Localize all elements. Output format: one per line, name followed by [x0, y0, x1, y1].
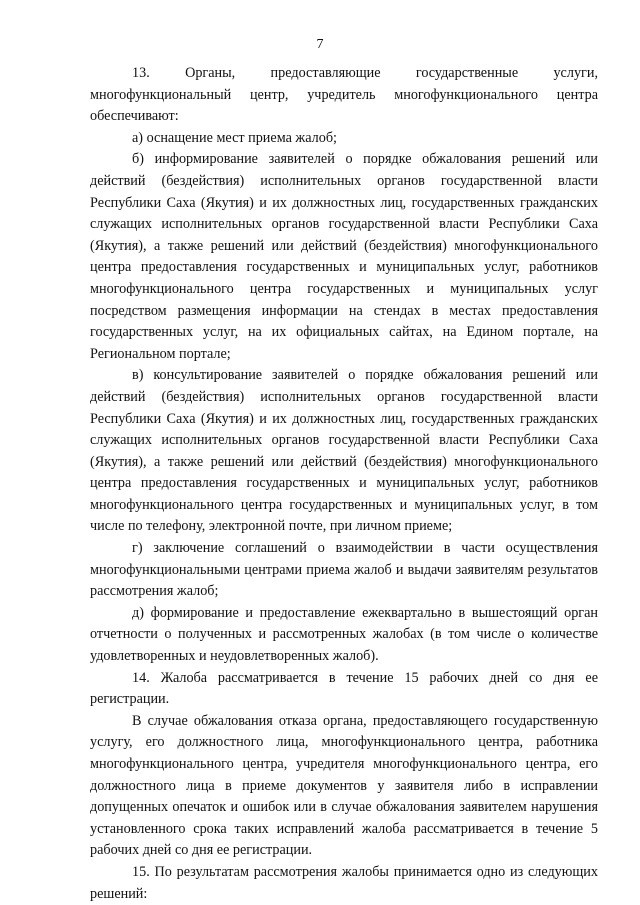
- paragraph-13-v: в) консультирование заявителей о порядке обжалования решений или действий (бездействия) исполнительных органов государственной власти Республики Саха (Якутия) и их должностных лиц, государственных гражданских служащих исполнительных органов государственной власти Республики Саха (Якутия), а также решений или действий (бездействия) многофункционального центра предоставления государственных и муниципальных услуг, работников многофункционального центра государственных и муниципальных услуг, в том числе по телефону, электронной почте, при личном приеме;: [90, 367, 598, 535]
- paragraph-13-b: б) информирование заявителей о порядке обжалования решений или действий (бездействия) исполнительных органов государственной власти Республики Саха (Якутия) и их должностных лиц, государственных гражданских служащих исполнительных органов государственной власти Республики Саха (Якутия), а также решений или действий (бездействия) многофункционального центра предоставления государственных и муниципальных услуг, работников многофункционального центра государственных и муниципальных услуг посредством размещения информации на стендах в местах предоставления государственных услуг, на их официальных сайтах, на Едином портале, на Региональном портале;: [90, 151, 598, 362]
- paragraph-13-a: а) оснащение мест приема жалоб;: [132, 129, 337, 146]
- paragraph-13: 13. Органы, предоставляющие государственные услуги, многофункциональный центр, учредитель многофункционального центра обеспечивают:: [90, 65, 598, 125]
- paragraph-15: 15. По результатам рассмотрения жалобы принимается одно из следующих решений:: [90, 863, 598, 902]
- page-number: 7: [316, 37, 324, 52]
- paragraph-13-d: д) формирование и предоставление ежеквартально в вышестоящий орган отчетности о полученных и рассмотренных жалобах (в том числе о количестве удовлетворенных и неудовлетворенных жалоб).: [90, 604, 598, 665]
- document-body: [90, 63, 598, 905]
- paragraph-14-appeal: В случае обжалования отказа органа, предоставляющего государственную услугу, его должностного лица, многофункционального центра, работника многофункционального центра, учредителя многофункционального центра, его должностного лица в приеме документов у заявителя либо в исправлении допущенных опечаток и ошибок или в случае обжалования заявителем нарушения установленного срока таких исправлений жалоба рассматривается в течение 5 рабочих дней со дня ее регистрации.: [90, 712, 598, 859]
- paragraph-13-g: г) заключение соглашений о взаимодействии в части осуществления многофункциональными центрами приема жалоб и выдачи заявителям результатов рассмотрения жалоб;: [90, 540, 598, 600]
- paragraph-14: 14. Жалоба рассматривается в течение 15 рабочих дней со дня ее регистрации.: [90, 669, 598, 708]
